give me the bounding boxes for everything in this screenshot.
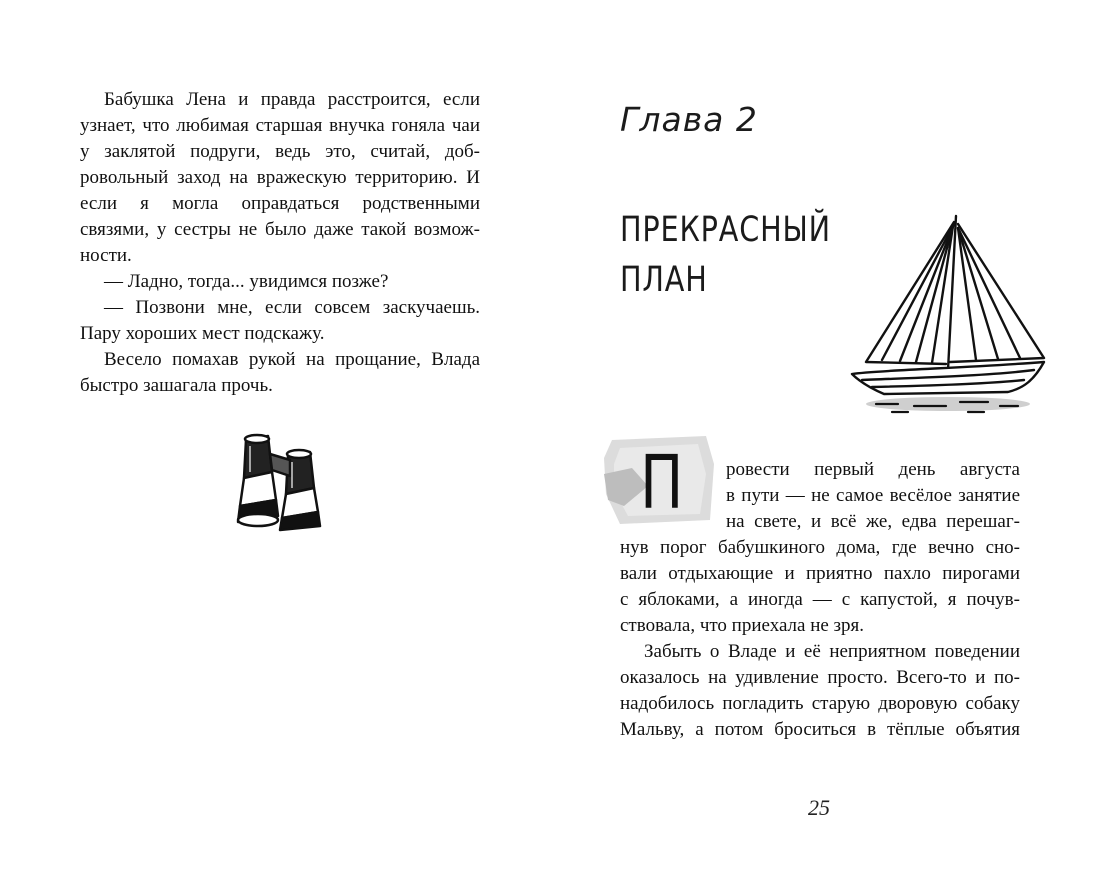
text-line: нув порог бабушкиного дома, где вечно сно- <box>620 537 1020 558</box>
chapter-title <box>620 205 833 305</box>
text-line: вали отдыхающие и приятно пахло пирогами <box>620 563 1020 584</box>
sailboat-illustration <box>848 212 1048 417</box>
chapter-title-line: ПРЕКРАСНЫЙ <box>620 210 831 250</box>
text-line: с яблоками, а иногда — с капустой, я почув- <box>620 589 1020 610</box>
text-line: в пути — не самое весёлое занятие <box>726 485 1020 506</box>
first-paragraph-start <box>726 457 1020 535</box>
right-page-text <box>620 535 1020 743</box>
text-line: на свете, и всё же, едва перешаг- <box>726 511 1020 532</box>
paragraph: Весело помахав рукой на прощание, Влада быстро зашагала прочь. <box>80 349 480 396</box>
text-line: ровести первый день августа <box>726 459 1020 480</box>
text-line: Мальву, а потом броситься в тёплые объятия <box>620 719 1020 740</box>
paragraph: — Ладно, тогда... увидимся позже? <box>104 271 389 292</box>
left-page-text <box>80 87 480 399</box>
text-line: надобилось погладить старую дворовую собаку <box>620 693 1020 714</box>
text-line: оказалось на удивление просто. Всего-то и по- <box>620 667 1020 688</box>
chapter-label: Глава 2 <box>620 100 758 139</box>
chapter-title-line: ПЛАН <box>620 260 708 300</box>
paragraph: — Позвони мне, если совсем заскучаешь. Пару хороших мест подскажу. <box>80 297 480 344</box>
binoculars-illustration <box>228 432 333 532</box>
paragraph: Бабушка Лена и правда расстроится, если узнает, что любимая старшая внучка гоняла чаи у заклятой подруги, ведь это, считай, добровольный заход на вражескую территорию. И если я могла оправдаться родственными связями, у сестры не было даже такой возможности. <box>80 89 480 266</box>
text-line: ствовала, что приехала не зря. <box>620 615 865 636</box>
drop-cap: П <box>640 440 684 526</box>
page-number: 25 <box>808 795 830 820</box>
text-line: Забыть о Владе и её неприятном поведении <box>644 641 1020 662</box>
